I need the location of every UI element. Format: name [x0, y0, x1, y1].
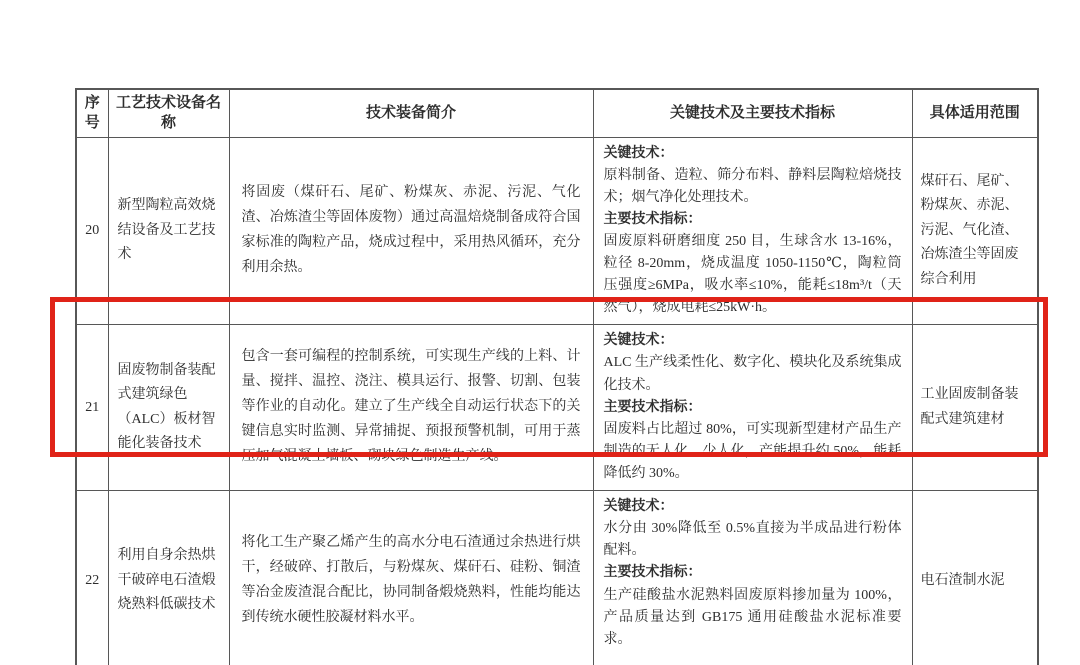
row-21-number: 21: [76, 325, 108, 491]
row-22-equipment-name: 利用自身余热烘干破碎电石渣煅烧熟料低碳技术: [108, 491, 229, 665]
row-20-equipment-name: 新型陶粒高效烧结设备及工艺技术: [108, 137, 229, 325]
tech-equipment-table: [75, 88, 1039, 665]
row-20-scope: 煤矸石、尾矿、粉煤灰、赤泥、污泥、气化渣、冶炼渣尘等固废综合利用: [912, 137, 1038, 325]
indicators-label: 主要技术指标：: [603, 211, 702, 227]
row-20-key-tech-cell: [593, 137, 912, 325]
row-21-key-tech-text: ALC 生产线柔性化、数字化、模块化及系统集成化技术。: [603, 355, 902, 393]
row-22-key-tech-text: 水分由 30%降低至 0.5%直接为半成品进行粉体配料。: [603, 521, 902, 559]
row-21-indicators-text: 固废料占比超过 80%，可实现新型建材产品生产制造的无人化、少人化，产能提升约 50%，能耗降低约 30%。: [603, 421, 902, 482]
key-tech-label: 关键技术：: [603, 499, 674, 515]
key-tech-label: 关键技术：: [603, 333, 674, 349]
table-row-21: [76, 325, 1038, 491]
row-22-indicators-text: 生产硅酸盐水泥熟料固废原料掺加量为 100%，产品质量达到 GB175 通用硅酸盐水泥标准要求。: [603, 587, 902, 647]
table-header-row: [76, 89, 1038, 137]
indicators-label: 主要技术指标：: [603, 565, 702, 581]
row-21-intro: 包含一套可编程的控制系统，可实现生产线的上料、计量、搅拌、温控、浇注、模具运行、报警、切割、包装等作业的自动化。建立了生产线全自动运行状态下的关键信息实时监测、异常捕捉、预报预警机制，可用于蒸压加气混凝土墙板、砌块绿色制造生产线。: [229, 325, 593, 491]
header-key-tech: 关键技术及主要技术指标: [593, 89, 912, 137]
row-22-scope: 电石渣制水泥: [912, 491, 1038, 665]
table-row-20: [76, 137, 1038, 325]
row-21-key-tech-cell: [593, 325, 912, 491]
row-20-number: 20: [76, 137, 108, 325]
row-20-indicators-text: 固废原料研磨细度 250 目，生球含水 13-16%，粒径 8-20mm，烧成温度 1050-1150℃，陶粒筒压强度≥6MPa，吸水率≤10%，能耗≤18m³/t（天然气），烧成电耗≤25kW·h。: [603, 233, 902, 316]
table-row-22: [76, 491, 1038, 665]
indicators-label: 主要技术指标：: [603, 399, 702, 415]
header-no: 序号: [76, 89, 108, 137]
header-intro: 技术装备简介: [229, 89, 593, 137]
row-22-key-tech-cell: [593, 491, 912, 665]
row-20-intro: 将固废（煤矸石、尾矿、粉煤灰、赤泥、污泥、气化渣、冶炼渣尘等固体废物）通过高温焙烧制备成符合国家标准的陶粒产品，烧成过程中，采用热风循环，充分利用余热。: [229, 137, 593, 325]
row-22-number: 22: [76, 491, 108, 665]
row-20-key-tech-text: 原料制备、造粒、筛分布料、静料层陶粒焙烧技术；烟气净化处理技术。: [603, 167, 902, 205]
header-scope: 具体适用范围: [912, 89, 1038, 137]
key-tech-label: 关键技术：: [603, 145, 674, 161]
row-21-equipment-name: 固废物制备装配式建筑绿色（ALC）板材智能化装备技术: [108, 325, 229, 491]
row-21-scope: 工业固废制备装配式建筑建材: [912, 325, 1038, 491]
header-name: 工艺技术设备名称: [108, 89, 229, 137]
row-22-intro: 将化工生产聚乙烯产生的高水分电石渣通过余热进行烘干，经破碎、打散后，与粉煤灰、煤矸石、硅粉、铜渣等冶金废渣混合配比，协同制备煅烧熟料，性能均能达到传统水硬性胶凝材料水平。: [229, 491, 593, 665]
